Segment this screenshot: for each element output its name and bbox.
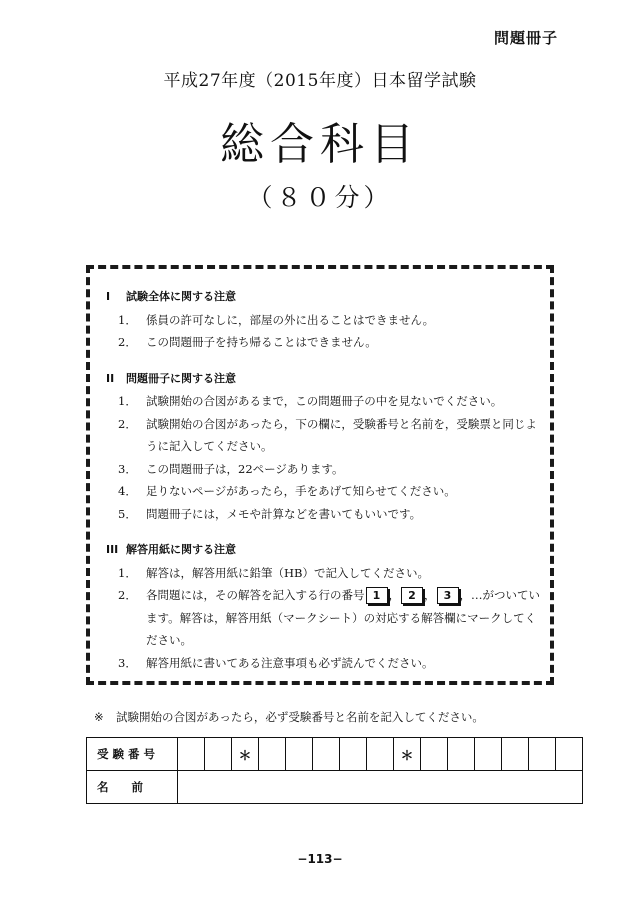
- note-number: 3．: [118, 461, 137, 476]
- note-item: [118, 309, 546, 332]
- exam-number-digit-2[interactable]: [205, 738, 232, 771]
- exam-number-digit-5[interactable]: [313, 738, 340, 771]
- footnote-text: 試験開始の合図があったら，必ず受験番号と名前を記入してください。: [116, 710, 484, 724]
- separator-comma: ，: [388, 588, 400, 602]
- note-text: この問題冊子は，22ページあります。: [146, 461, 344, 476]
- exam-number-separator-1: ＊: [232, 738, 259, 771]
- section-heading-text: 試験全体に関する注意: [126, 290, 236, 303]
- note-number: 2．: [118, 588, 137, 602]
- section-numeral: II: [106, 371, 115, 385]
- exam-number-digit-10[interactable]: [475, 738, 502, 771]
- note-item: [118, 562, 546, 585]
- note-item: [118, 413, 546, 458]
- section-heading: [106, 286, 546, 309]
- exam-number-digit-7[interactable]: [367, 738, 394, 771]
- note-text: 係員の許可なしに，部屋の外に出ることはできません。: [146, 312, 435, 327]
- notes-section-booklet: [106, 368, 546, 526]
- notes-section-answer-sheet: [106, 539, 546, 674]
- note-text: 試験開始の合図があるまで，この問題冊子の中を見ないでください。: [146, 394, 503, 408]
- instructions-notes: [106, 286, 546, 674]
- note-number: 2．: [118, 335, 137, 349]
- exam-number-digit-1[interactable]: [178, 738, 205, 771]
- note-text: 問題冊子には，メモや計算などを書いてもいいです。: [146, 506, 422, 521]
- note-item: [118, 480, 546, 503]
- note-number: 4．: [118, 484, 137, 498]
- note-number: 3．: [118, 655, 137, 670]
- row-number-box-2: 2: [401, 587, 423, 604]
- section-heading-text: 解答用紙に関する注意: [126, 543, 236, 556]
- section-numeral: III: [106, 543, 119, 556]
- note-text-continued: ，…がついています。解答は，解答用紙（マークシート）の対応する解答欄にマークしてください。: [146, 588, 540, 647]
- booklet-label: 問題冊子: [494, 29, 559, 47]
- exam-number-row: [87, 738, 583, 771]
- exam-header: 平成27年度（2015年度）日本留学試験: [163, 71, 477, 91]
- footnote: [94, 709, 484, 725]
- note-text: 足りないページがあったら，手をあげて知らせてください。: [146, 484, 456, 498]
- note-number: 5．: [118, 506, 137, 521]
- note-number: 2．: [118, 416, 137, 431]
- subject-title: 総合科目: [220, 119, 420, 170]
- name-label: 名 前: [87, 771, 178, 804]
- exam-number-digit-6[interactable]: [340, 738, 367, 771]
- section-heading: [106, 368, 546, 391]
- exam-number-digit-9[interactable]: [448, 738, 475, 771]
- name-field[interactable]: [178, 771, 583, 804]
- note-text: 各問題には，その解答を記入する行の番号: [146, 588, 365, 602]
- note-number: 1．: [118, 394, 137, 408]
- section-heading-text: 問題冊子に関する注意: [126, 371, 236, 385]
- note-item: [118, 503, 546, 526]
- separator-comma: ，: [424, 588, 436, 602]
- page-number: −113−: [297, 852, 343, 866]
- note-item: [118, 584, 546, 652]
- exam-number-digit-4[interactable]: [286, 738, 313, 771]
- notes-section-exam: [106, 286, 546, 354]
- note-item: [118, 390, 546, 413]
- exam-number-separator-2: ＊: [394, 738, 421, 771]
- section-heading: [106, 539, 546, 562]
- note-item: [118, 458, 546, 481]
- note-text: 解答は，解答用紙に鉛筆（HB）で記入してください。: [146, 565, 429, 580]
- note-number: 1．: [118, 312, 137, 327]
- exam-number-label: 受 験 番 号: [87, 738, 178, 771]
- exam-number-digit-8[interactable]: [421, 738, 448, 771]
- exam-number-digit-12[interactable]: [529, 738, 556, 771]
- reference-mark: ※: [94, 710, 104, 724]
- exam-number-digit-11[interactable]: [502, 738, 529, 771]
- exam-number-digit-13[interactable]: [556, 738, 583, 771]
- note-text: 解答用紙に書いてある注意事項も必ず読んでください。: [146, 655, 434, 670]
- row-number-box-3: 3: [437, 587, 459, 604]
- row-number-box-1: 1: [366, 587, 388, 604]
- note-text: この問題冊子を持ち帰ることはできません。: [146, 335, 377, 349]
- candidate-id-table: [86, 737, 583, 804]
- exam-number-digit-3[interactable]: [259, 738, 286, 771]
- exam-duration: （８０分）: [247, 183, 393, 212]
- note-item: [118, 652, 546, 675]
- note-text: 試験開始の合図があったら，下の欄に，受験番号と名前を，受験票と同じように記入してください。: [146, 416, 537, 453]
- note-item: [118, 331, 546, 354]
- note-number: 1．: [118, 565, 137, 580]
- section-numeral: I: [106, 290, 111, 303]
- name-row: [87, 771, 583, 804]
